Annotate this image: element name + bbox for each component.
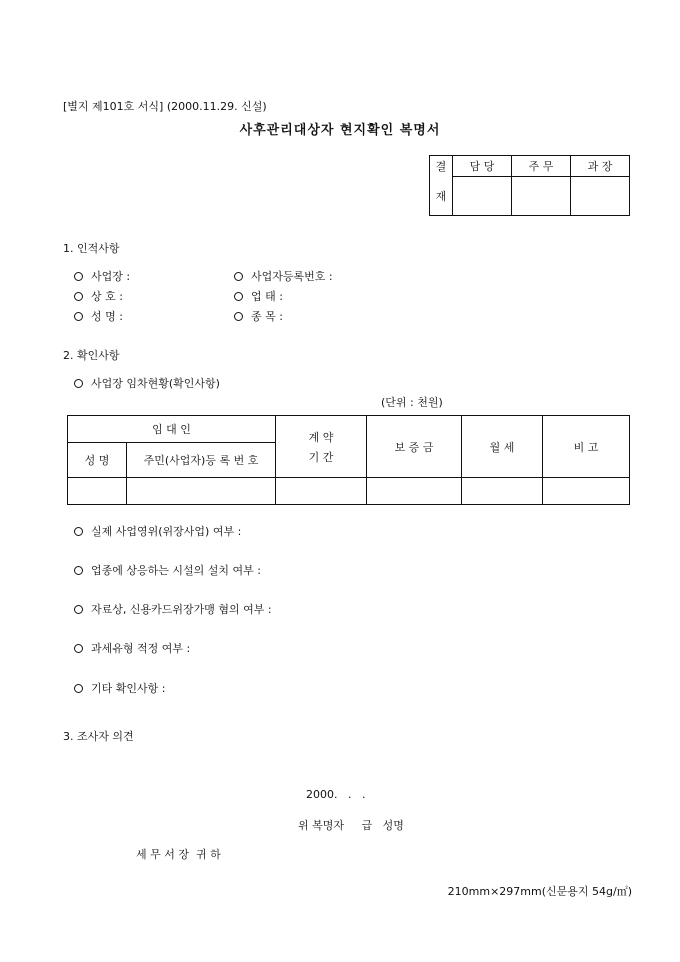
contract-line2: 기 간 — [308, 450, 334, 464]
field-business-item — [234, 308, 283, 324]
cell-name-value[interactable] — [68, 478, 127, 505]
field-trade-name — [74, 288, 123, 304]
bullet-icon — [74, 292, 83, 301]
field-business-type — [234, 288, 283, 304]
bullet-icon — [234, 312, 243, 321]
cell-deposit-value[interactable] — [367, 478, 462, 505]
check-text: 실제 사업영위(위장사업) 여부 : — [91, 525, 242, 538]
field-label: 성 명 : — [91, 310, 123, 323]
check-actual-business — [74, 523, 241, 539]
section2-heading: 2. 확인사항 — [63, 349, 120, 362]
bullet-icon — [74, 272, 83, 281]
approval-table — [429, 155, 630, 216]
contract-line1: 계 약 — [308, 430, 334, 444]
section1-heading: 1. 인적사항 — [63, 242, 120, 255]
page-title: 사후관리대상자 현지확인 복명서 — [239, 123, 441, 138]
lease-table — [67, 415, 630, 505]
check-other — [74, 680, 165, 696]
bullet-icon — [74, 644, 83, 653]
cell-rent-value[interactable] — [462, 478, 543, 505]
approval-sign-director[interactable] — [571, 177, 630, 216]
field-label: 상 호 : — [91, 290, 123, 303]
field-label: 업 태 : — [251, 290, 283, 303]
check-card-merchant — [74, 601, 272, 617]
bullet-icon — [234, 292, 243, 301]
col-reg-number: 주민(사업자)등 록 번 호 — [127, 443, 276, 478]
check-text: 기타 확인사항 : — [91, 682, 166, 695]
col-note: 비 고 — [543, 416, 630, 478]
paper-spec: 210mm×297mm(신문용지 54g/㎡) — [447, 885, 632, 898]
col-contract-period — [276, 416, 367, 478]
check-text: 자료상, 신용카드위장가맹 혐의 여부 : — [91, 603, 272, 616]
lease-status-label — [74, 375, 220, 391]
bullet-icon — [74, 312, 83, 321]
cell-reg-value[interactable] — [127, 478, 276, 505]
unit-label: (단위 : 천원) — [381, 396, 443, 409]
col-deposit: 보 증 금 — [367, 416, 462, 478]
field-label: 사업장 : — [91, 270, 131, 283]
approval-sign-manager[interactable] — [453, 177, 512, 216]
section3-heading: 3. 조사자 의견 — [63, 730, 134, 743]
cell-contract-value[interactable] — [276, 478, 367, 505]
recipient-line: 세 무 서 장 귀 하 — [136, 848, 221, 861]
bullet-icon — [74, 527, 83, 536]
check-tax-type — [74, 640, 190, 656]
form-tag: [별지 제101호 서식] (2000.11.29. 신설) — [63, 100, 267, 113]
approval-side-bottom: 재 — [430, 177, 453, 216]
check-text: 업종에 상응하는 시설의 설치 여부 : — [91, 564, 261, 577]
reporter-line: 위 복명자 급 성명 — [298, 819, 404, 832]
col-rent: 월 세 — [462, 416, 543, 478]
approval-sign-chief[interactable] — [512, 177, 571, 216]
bullet-icon — [234, 272, 243, 281]
bullet-icon — [74, 379, 83, 388]
bullet-icon — [74, 605, 83, 614]
field-label: 종 목 : — [251, 310, 283, 323]
bullet-icon — [74, 566, 83, 575]
lease-label-text: 사업장 임차현황(확인사항) — [91, 377, 220, 390]
approval-col-manager: 담 당 — [453, 156, 512, 177]
field-reg-number — [234, 268, 333, 284]
check-text: 과세유형 적정 여부 : — [91, 642, 191, 655]
report-date: 2000. . . — [306, 788, 366, 801]
field-label: 사업자등록번호 : — [251, 270, 333, 283]
bullet-icon — [74, 684, 83, 693]
field-business-place — [74, 268, 130, 284]
approval-col-chief: 주 무 — [512, 156, 571, 177]
field-name — [74, 308, 123, 324]
approval-col-director: 과 장 — [571, 156, 630, 177]
approval-side-top: 결 — [430, 156, 453, 177]
check-facilities — [74, 562, 261, 578]
cell-note-value[interactable] — [543, 478, 630, 505]
col-name: 성 명 — [68, 443, 127, 478]
col-lessor: 임 대 인 — [68, 416, 276, 443]
